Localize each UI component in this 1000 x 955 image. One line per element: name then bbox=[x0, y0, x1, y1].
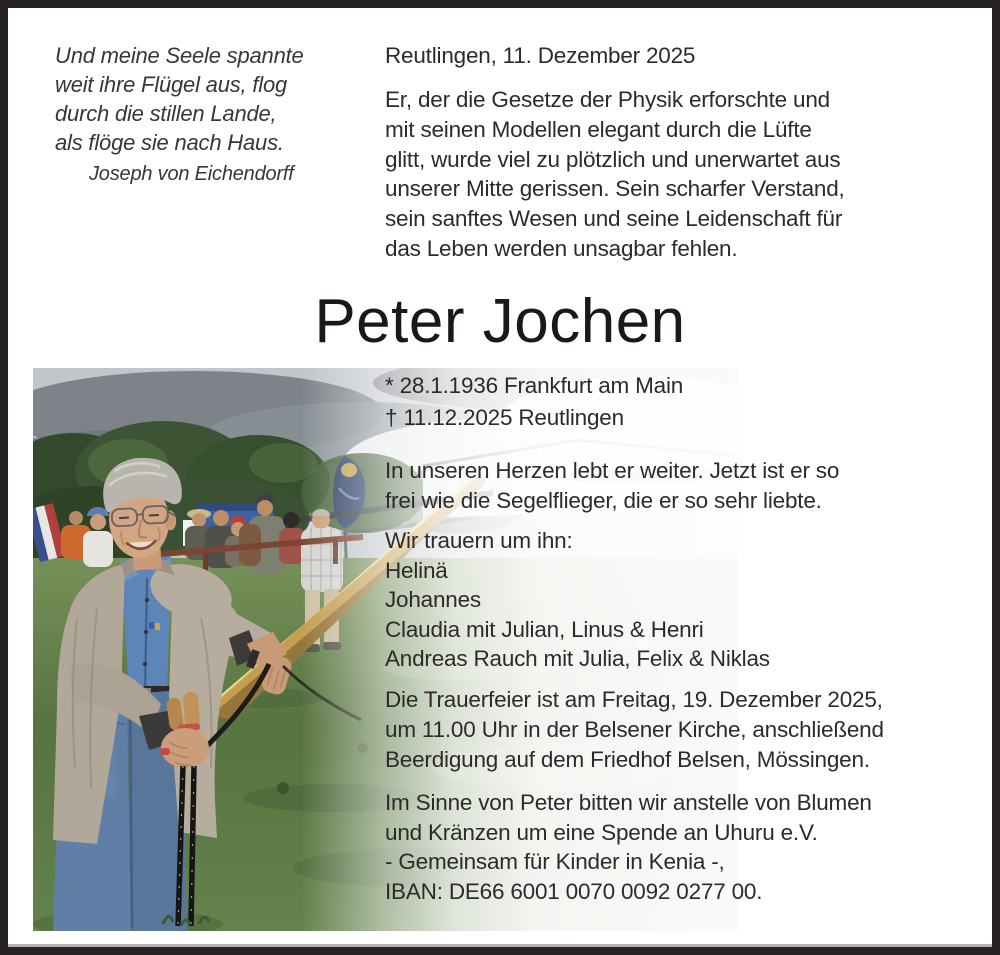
poem-line: durch die stillen Lande, bbox=[55, 101, 277, 126]
intro-line: unserer Mitte gerissen. Sein scharfer Verstand, bbox=[385, 176, 845, 202]
poem-line: weit ihre Flügel aus, flog bbox=[55, 72, 288, 97]
death-date: † 11.12.2025 Reutlingen bbox=[385, 405, 624, 430]
birth-date: * 28.1.1936 Frankfurt am Main bbox=[385, 373, 684, 398]
funeral-paragraph bbox=[385, 685, 884, 774]
intro-line: sein sanftes Wesen und seine Leidenschaft für bbox=[385, 206, 843, 232]
scan-edge-line bbox=[8, 944, 992, 947]
poem-line: Und meine Seele spannte bbox=[55, 43, 304, 68]
deceased-name: Peter Jochen bbox=[314, 287, 686, 356]
funeral-line: um 11.00 Uhr in der Belsener Kirche, anschließend bbox=[385, 716, 884, 742]
intro-line: mit seinen Modellen elegant durch die Lüfte bbox=[385, 116, 812, 142]
funeral-line: Die Trauerfeier ist am Freitag, 19. Dezember 2025, bbox=[385, 687, 883, 712]
intro-line: glitt, wurde viel zu plötzlich und unerwartet aus bbox=[385, 146, 841, 172]
remembrance-paragraph bbox=[385, 456, 839, 516]
intro-paragraph bbox=[385, 85, 845, 264]
mourners-heading: Wir trauern um ihn: bbox=[385, 528, 573, 553]
poem-line: als flöge sie nach Haus. bbox=[55, 130, 284, 155]
mourner-name: Johannes bbox=[385, 587, 481, 613]
intro-line: das Leben werden unsagbar fehlen. bbox=[385, 235, 738, 261]
remembrance-line: frei wie die Segelflieger, die er so sehr liebte. bbox=[385, 487, 822, 513]
intro-line: Er, der die Gesetze der Physik erforschte und bbox=[385, 87, 830, 112]
donation-line: IBAN: DE66 6001 0070 0092 0277 00. bbox=[385, 878, 763, 904]
mourner-name: Claudia mit Julian, Linus & Henri bbox=[385, 616, 704, 642]
donation-line: - Gemeinsam für Kinder in Kenia -, bbox=[385, 849, 725, 874]
donation-line: Im Sinne von Peter bitten wir anstelle von Blumen bbox=[385, 790, 872, 815]
mourner-name: Andreas Rauch mit Julia, Felix & Niklas bbox=[385, 646, 770, 672]
life-dates bbox=[385, 370, 683, 434]
poem-quote bbox=[55, 41, 304, 189]
mourners-list bbox=[385, 526, 770, 674]
donation-paragraph bbox=[385, 788, 872, 906]
poem-author: Joseph von Eichendorff bbox=[89, 163, 294, 185]
mourner-name: Helinä bbox=[385, 557, 448, 583]
funeral-line: Beerdigung auf dem Friedhof Belsen, Mössingen. bbox=[385, 746, 870, 772]
donation-line: und Kränzen um eine Spende an Uhuru e.V. bbox=[385, 819, 818, 845]
dateline: Reutlingen, 11. Dezember 2025 bbox=[385, 43, 696, 68]
remembrance-line: In unseren Herzen lebt er weiter. Jetzt ist er so bbox=[385, 458, 840, 483]
